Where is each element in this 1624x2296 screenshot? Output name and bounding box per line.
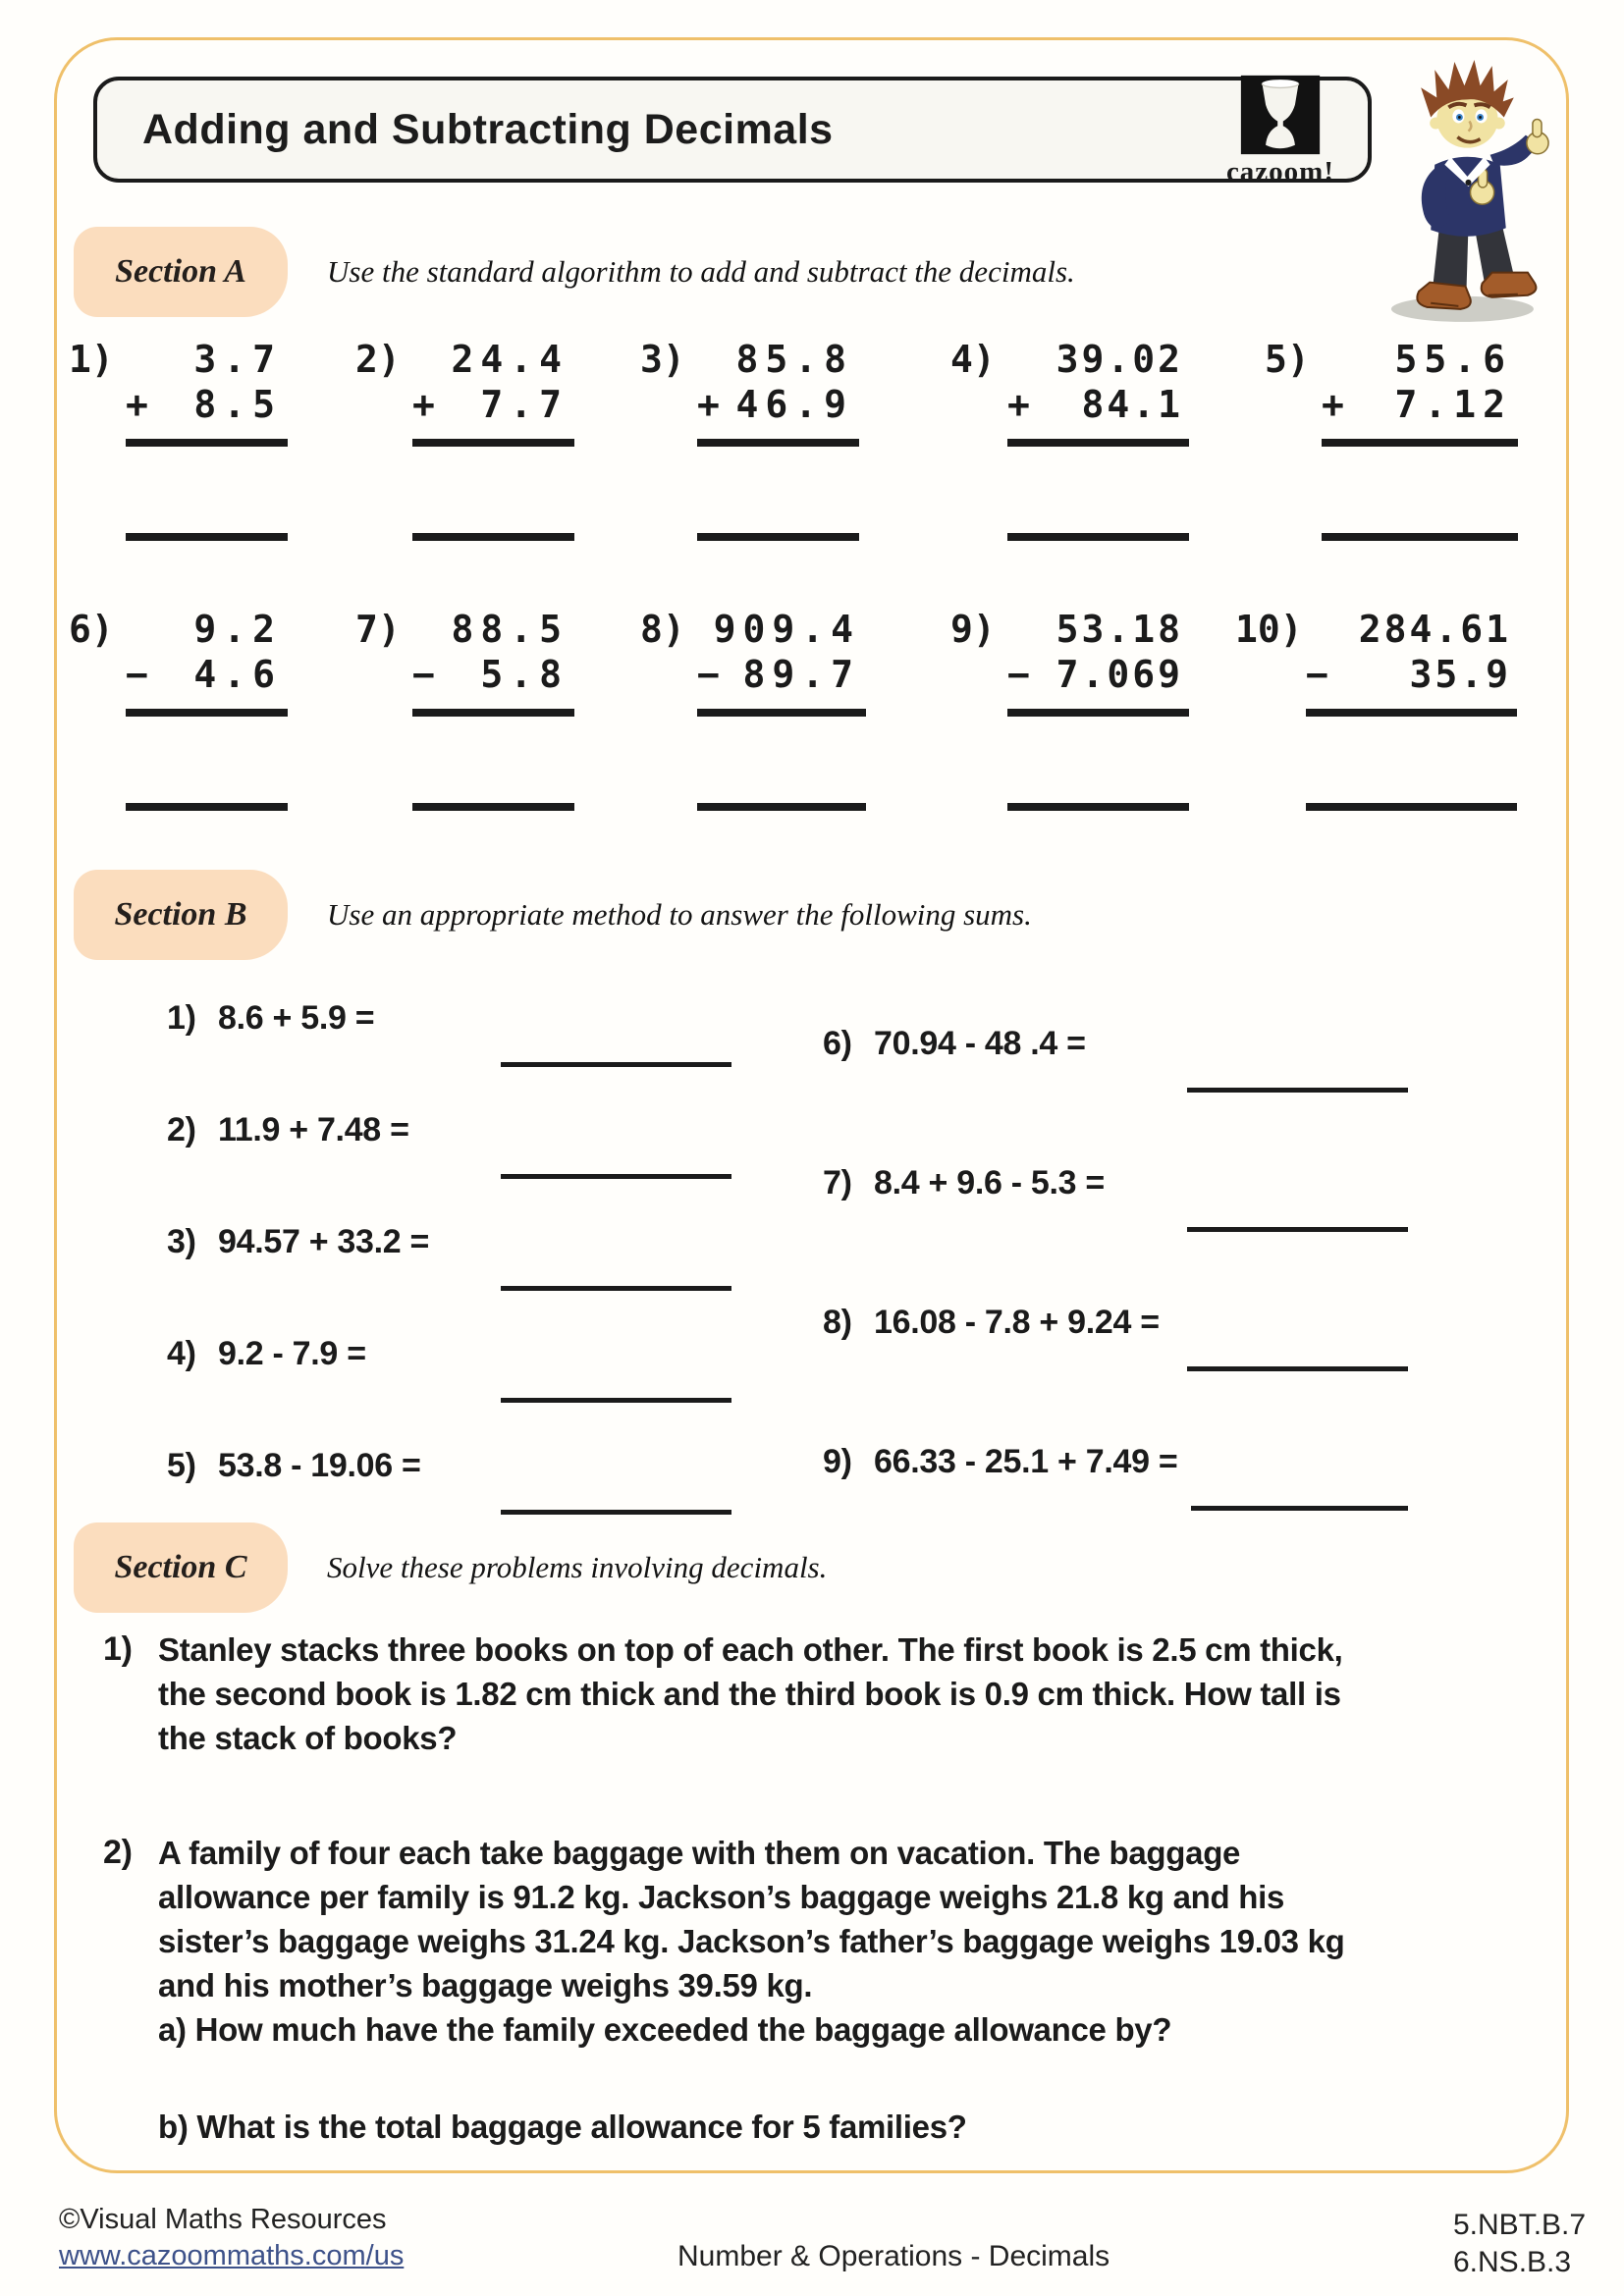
operator: −: [126, 653, 148, 696]
problem-text: [158, 1831, 1345, 2149]
problem-a6: [69, 607, 288, 811]
answer-line: [501, 1444, 731, 1515]
section-c-instruction: Solve these problems involving decimals.: [327, 1550, 828, 1584]
answer-line: [501, 1220, 731, 1291]
problem-b3: [167, 1220, 731, 1291]
problem-a3: [640, 337, 859, 541]
problem-a8: [640, 607, 866, 811]
logo-text: cazoom!: [1225, 155, 1334, 187]
section-a-instruction: Use the standard algorithm to add and subtract the decimals.: [327, 254, 1075, 289]
section-a-header: [74, 227, 1075, 317]
answer-line: [1187, 1161, 1408, 1232]
operator: −: [412, 653, 435, 696]
problem-b4: [167, 1332, 731, 1403]
answer-line: [126, 803, 288, 811]
expression: 70.94 - 48 .4 =: [874, 1025, 1086, 1062]
problem-a10: [1235, 607, 1517, 811]
addend-top: 24.4: [451, 338, 568, 381]
text-line: A family of four each take baggage with them on vacation. The baggage: [158, 1835, 1241, 1871]
worksheet-border: [54, 37, 1569, 2173]
problem-number: 4): [167, 1335, 196, 1372]
subtrahend: 89.7: [742, 653, 860, 696]
operator: +: [1322, 383, 1344, 426]
problem-number: 3): [640, 338, 685, 381]
problem-number: 7): [355, 608, 401, 651]
operator: +: [697, 383, 720, 426]
problem-b2: [167, 1108, 731, 1179]
answer-line: [1187, 1301, 1408, 1371]
answer-line: [412, 803, 574, 811]
mascot-boy-illustration: [1370, 54, 1571, 331]
minuend: 53.18: [1056, 608, 1183, 651]
copyright-text: ©Visual Maths Resources: [59, 2204, 387, 2235]
footer-left: [59, 2202, 404, 2274]
minuend: 88.5: [451, 608, 568, 651]
addend-top: 39.02: [1056, 338, 1183, 381]
problem-number: 6): [69, 608, 114, 651]
answer-line: [1007, 803, 1189, 811]
sum-line: [412, 709, 574, 717]
problem-text: [158, 1628, 1343, 1760]
cazoom-logo: [1226, 74, 1334, 187]
answer-line: [697, 803, 866, 811]
problem-a4: [950, 337, 1189, 541]
minuend: 9.2: [193, 608, 282, 651]
problem-number: 6): [823, 1025, 852, 1062]
problem-a5: [1265, 337, 1518, 541]
footer-standards: [1453, 2207, 1586, 2281]
sub-question-a: a) How much have the family exceeded the baggage allowance by?: [158, 2011, 1172, 2048]
answer-line: [126, 533, 288, 541]
footer-topic: Number & Operations - Decimals: [677, 2240, 1110, 2272]
problem-number: 5): [1265, 338, 1310, 381]
problem-a9: [950, 607, 1189, 811]
minuend: 909.4: [713, 608, 860, 651]
section-b-instruction: Use an appropriate method to answer the following sums.: [327, 897, 1032, 932]
operator: −: [697, 653, 720, 696]
problem-number: 2): [167, 1111, 196, 1148]
text-line: the stack of books?: [158, 1720, 458, 1756]
answer-line: [501, 1108, 731, 1179]
answer-line: [1306, 803, 1517, 811]
sum-line: [1007, 439, 1189, 447]
operator: −: [1306, 653, 1328, 696]
addend-top: 85.8: [735, 338, 853, 381]
page-title: Adding and Subtracting Decimals: [142, 105, 834, 153]
section-c-label: Section C: [74, 1522, 288, 1613]
section-a-label: Section A: [74, 227, 288, 317]
text-line: the second book is 1.82 cm thick and the third book is 0.9 cm thick. How tall is: [158, 1676, 1341, 1712]
expression: 8.6 + 5.9 =: [218, 999, 375, 1037]
answer-line: [501, 996, 731, 1067]
expression: 53.8 - 19.06 =: [218, 1447, 421, 1484]
problem-b7: [823, 1161, 1408, 1232]
standard-code-1: 5.NBT.B.7: [1453, 2209, 1587, 2241]
section-b-left-column: [167, 996, 731, 1556]
sum-line: [697, 709, 866, 717]
text-line: allowance per family is 91.2 kg. Jackson’s baggage weighs 21.8 kg and his: [158, 1879, 1285, 1915]
problem-number: 2): [355, 338, 401, 381]
sum-line: [697, 439, 859, 447]
problem-b6: [823, 1022, 1408, 1093]
problem-number: 8): [640, 608, 685, 651]
section-a-row-1: [57, 337, 1566, 562]
problem-number: 9): [950, 608, 996, 651]
problem-a2: [355, 337, 574, 541]
problem-number: 1): [103, 1630, 133, 1668]
sum-line: [412, 439, 574, 447]
addend-bottom: 84.1: [1081, 383, 1183, 426]
addend-bottom: 7.12: [1394, 383, 1512, 426]
problem-number: 10): [1235, 608, 1303, 651]
problem-b9: [823, 1440, 1408, 1511]
problem-b5: [167, 1444, 731, 1515]
expression: 94.57 + 33.2 =: [218, 1223, 430, 1260]
expression: 66.33 - 25.1 + 7.49 =: [874, 1443, 1178, 1480]
answer-line: [501, 1332, 731, 1403]
answer-line: [1187, 1022, 1408, 1093]
operator: +: [126, 383, 148, 426]
problem-number: 1): [167, 999, 196, 1037]
title-box: [93, 77, 1372, 187]
sum-line: [1007, 709, 1189, 717]
standard-code-2: 6.NS.B.3: [1453, 2246, 1572, 2278]
answer-line: [697, 533, 859, 541]
problem-number: 3): [167, 1223, 196, 1260]
problem-c1: [103, 1628, 1343, 1760]
expression: 9.2 - 7.9 =: [218, 1335, 366, 1372]
problem-a7: [355, 607, 574, 811]
text-line: and his mother’s baggage weighs 39.59 kg.: [158, 1967, 813, 2003]
problem-number: 4): [950, 338, 996, 381]
problem-c2: [103, 1831, 1345, 2149]
subtrahend: 7.069: [1056, 653, 1183, 696]
problem-number: 9): [823, 1443, 852, 1480]
operator: −: [1007, 653, 1030, 696]
section-b-label: Section B: [74, 870, 288, 960]
addend-top: 55.6: [1394, 338, 1512, 381]
subtrahend: 35.9: [1409, 653, 1511, 696]
problem-number: 8): [823, 1304, 852, 1341]
section-a-row-2: [57, 607, 1566, 832]
sub-question-b: b) What is the total baggage allowance for 5 families?: [158, 2109, 967, 2145]
addend-bottom: 46.9: [735, 383, 853, 426]
minuend: 284.61: [1358, 608, 1511, 651]
section-b-header: [74, 870, 1032, 960]
answer-line: [1007, 533, 1189, 541]
sum-line: [1306, 709, 1517, 717]
problem-number: 2): [103, 1834, 133, 1871]
answer-line: [1322, 533, 1518, 541]
addend-bottom: 8.5: [193, 383, 282, 426]
section-b-right-column: [823, 1022, 1408, 1579]
problem-b1: [167, 996, 731, 1067]
subtrahend: 4.6: [193, 653, 282, 696]
operator: +: [412, 383, 435, 426]
expression: 8.4 + 9.6 - 5.3 =: [874, 1164, 1105, 1201]
subtrahend: 5.8: [480, 653, 568, 696]
text-line: sister’s baggage weighs 31.24 kg. Jackson’s father’s baggage weighs 19.03 kg: [158, 1923, 1345, 1959]
addend-bottom: 7.7: [480, 383, 568, 426]
section-c-header: [74, 1522, 827, 1613]
problem-number: 7): [823, 1164, 852, 1201]
operator: +: [1007, 383, 1030, 426]
problem-b8: [823, 1301, 1408, 1371]
text-line: Stanley stacks three books on top of each other. The first book is 2.5 cm thick,: [158, 1631, 1343, 1668]
sum-line: [1322, 439, 1518, 447]
answer-line: [1191, 1440, 1408, 1511]
website-link[interactable]: www.cazoommaths.com/us: [59, 2240, 405, 2271]
djembe-drum-icon: [1239, 74, 1322, 156]
answer-line: [412, 533, 574, 541]
expression: 11.9 + 7.48 =: [218, 1111, 409, 1148]
problem-number: 1): [69, 338, 114, 381]
sum-line: [126, 709, 288, 717]
problem-a1: [69, 337, 288, 541]
addend-top: 3.7: [193, 338, 282, 381]
problem-number: 5): [167, 1447, 196, 1484]
expression: 16.08 - 7.8 + 9.24 =: [874, 1304, 1160, 1341]
sum-line: [126, 439, 288, 447]
